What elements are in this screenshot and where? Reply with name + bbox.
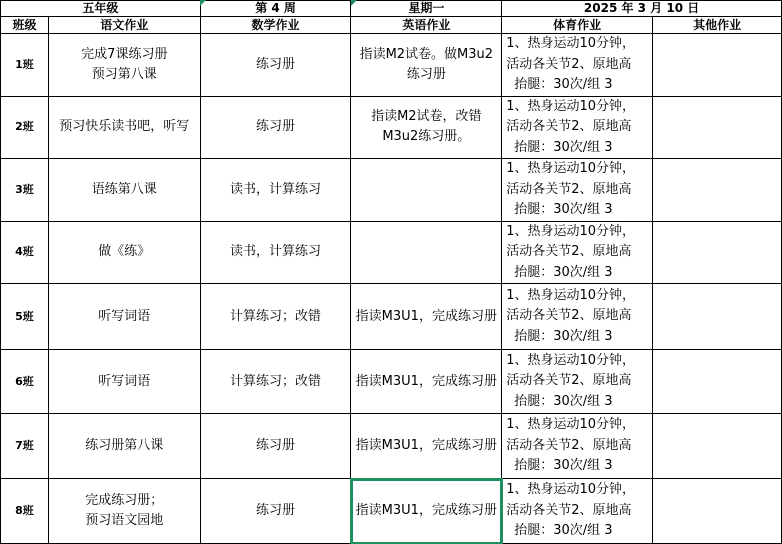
class-cell[interactable] bbox=[1, 284, 49, 350]
chinese-cell-text: 练习册第八课 bbox=[85, 438, 164, 453]
class-cell[interactable] bbox=[1, 350, 49, 414]
pe-line: 1、热身运动10分钟， bbox=[506, 98, 636, 114]
class-cell-text: 1班 bbox=[15, 57, 34, 71]
class-cell[interactable] bbox=[1, 414, 49, 479]
math-cell[interactable] bbox=[200, 350, 351, 414]
math-cell[interactable] bbox=[200, 284, 351, 350]
pe-line: 活动各关节2、原地高 bbox=[506, 56, 632, 72]
table-row bbox=[1, 34, 782, 97]
chinese-cell-text: 预习快乐读书吧，听写 bbox=[59, 119, 190, 135]
english-cell[interactable] bbox=[351, 34, 502, 97]
pe-line: 抬腿：30次/组 3 bbox=[514, 202, 613, 217]
class-cell-text: 7班 bbox=[15, 439, 34, 452]
table-row bbox=[1, 96, 782, 159]
date-cell[interactable]: 2025 年 3 月 10 日 bbox=[502, 1, 782, 17]
comment-marker-icon bbox=[200, 0, 206, 6]
pe-line: 抬腿：30次/组 3 bbox=[514, 458, 613, 474]
chinese-cell[interactable] bbox=[48, 350, 200, 414]
math-cell-text: 练习册 bbox=[256, 503, 296, 518]
pe-cell[interactable] bbox=[502, 159, 653, 222]
math-cell-text: 练习册 bbox=[256, 438, 296, 453]
math-cell[interactable] bbox=[200, 221, 351, 284]
chinese-cell[interactable] bbox=[48, 96, 200, 159]
english-cell[interactable] bbox=[351, 221, 502, 284]
week-cell[interactable]: 第 4 周 bbox=[200, 1, 351, 17]
math-cell[interactable] bbox=[200, 414, 351, 479]
other-cell[interactable] bbox=[653, 159, 782, 222]
pe-line: 抬腿：30次/组 3 bbox=[514, 328, 613, 344]
title-row bbox=[1, 1, 782, 17]
math-cell-text: 读书，计算练习 bbox=[230, 244, 322, 260]
other-cell[interactable] bbox=[653, 221, 782, 284]
class-cell[interactable] bbox=[1, 96, 49, 159]
english-cell-text: 指读M3U1，完成练习册 bbox=[355, 503, 497, 518]
other-cell[interactable] bbox=[653, 350, 782, 414]
table-row bbox=[1, 479, 782, 544]
english-cell-text: 指读M3U1，完成练习册 bbox=[355, 308, 497, 324]
other-cell[interactable] bbox=[653, 96, 782, 159]
pe-line: 抬腿：30次/组 3 bbox=[514, 393, 613, 409]
chinese-cell[interactable] bbox=[48, 221, 200, 284]
table-row bbox=[1, 414, 782, 479]
class-cell-text: 5班 bbox=[15, 309, 34, 323]
english-cell[interactable] bbox=[351, 159, 502, 222]
class-cell-text: 6班 bbox=[15, 374, 34, 388]
other-cell[interactable] bbox=[653, 479, 782, 544]
pe-line: 1、热身运动10分钟， bbox=[506, 352, 636, 368]
pe-cell[interactable] bbox=[502, 284, 653, 350]
col-other[interactable]: 其他作业 bbox=[653, 17, 782, 34]
pe-line: 活动各关节2、原地高 bbox=[506, 181, 632, 197]
pe-line: 1、热身运动10分钟， bbox=[506, 482, 636, 498]
col-class[interactable]: 班级 bbox=[1, 17, 49, 34]
chinese-cell-text: 听写词语 bbox=[98, 373, 151, 389]
chinese-cell-text: 完成7课练习册 预习第八课 bbox=[81, 46, 168, 82]
math-cell[interactable] bbox=[200, 96, 351, 159]
english-cell[interactable] bbox=[351, 479, 502, 544]
class-cell[interactable] bbox=[1, 34, 49, 97]
english-cell-text: 指读M2试卷。做M3u2练习册 bbox=[359, 46, 494, 82]
chinese-cell-text: 完成练习册； 预习语文园地 bbox=[85, 493, 164, 528]
class-cell[interactable] bbox=[1, 159, 49, 222]
pe-line: 活动各关节2、原地高 bbox=[506, 308, 632, 324]
english-cell[interactable] bbox=[351, 284, 502, 350]
math-cell-text: 读书，计算练习 bbox=[230, 181, 322, 197]
pe-line: 抬腿：30次/组 3 bbox=[514, 77, 613, 92]
pe-cell[interactable] bbox=[502, 414, 653, 479]
pe-line: 活动各关节2、原地高 bbox=[506, 373, 632, 389]
col-english[interactable]: 英语作业 bbox=[351, 17, 502, 34]
other-cell[interactable] bbox=[653, 34, 782, 97]
math-cell[interactable] bbox=[200, 34, 351, 97]
pe-line: 1、热身运动10分钟， bbox=[506, 36, 636, 51]
table-row bbox=[1, 221, 782, 284]
english-cell[interactable] bbox=[351, 414, 502, 479]
pe-line: 1、热身运动10分钟， bbox=[506, 417, 636, 433]
pe-line: 活动各关节2、原地高 bbox=[506, 437, 632, 453]
pe-cell[interactable] bbox=[502, 221, 653, 284]
pe-cell[interactable] bbox=[502, 350, 653, 414]
english-cell-text: 指读M3U1，完成练习册 bbox=[355, 438, 497, 453]
pe-line: 1、热身运动10分钟， bbox=[506, 161, 636, 176]
english-cell[interactable] bbox=[351, 96, 502, 159]
chinese-cell[interactable] bbox=[48, 414, 200, 479]
math-cell[interactable] bbox=[200, 479, 351, 544]
pe-line: 1、热身运动10分钟， bbox=[506, 223, 636, 239]
chinese-cell[interactable] bbox=[48, 284, 200, 350]
chinese-cell-text: 语练第八课 bbox=[91, 181, 157, 197]
chinese-cell-text: 做《练》 bbox=[98, 244, 151, 260]
table-row bbox=[1, 284, 782, 350]
col-chinese[interactable]: 语文作业 bbox=[48, 17, 200, 34]
math-cell[interactable] bbox=[200, 159, 351, 222]
pe-line: 抬腿：30次/组 3 bbox=[514, 264, 613, 280]
class-cell-text: 4班 bbox=[15, 245, 34, 259]
pe-line: 抬腿：30次/组 3 bbox=[514, 139, 613, 155]
pe-cell[interactable] bbox=[502, 34, 653, 97]
pe-line: 活动各关节2、原地高 bbox=[506, 244, 632, 259]
class-cell-text: 8班 bbox=[15, 504, 34, 517]
english-cell-text: 指读M2试卷，改错M3u2练习册。 bbox=[371, 109, 482, 145]
english-cell-text: 指读M3U1，完成练习册 bbox=[355, 373, 497, 389]
class-cell-text: 2班 bbox=[15, 120, 34, 134]
table-body bbox=[1, 34, 782, 544]
math-cell-text: 计算练习；改错 bbox=[230, 373, 322, 389]
pe-line: 活动各关节2、原地高 bbox=[506, 119, 632, 134]
pe-line: 活动各关节2、原地高 bbox=[506, 502, 632, 518]
english-cell[interactable] bbox=[351, 350, 502, 414]
pe-cell[interactable] bbox=[502, 479, 653, 544]
chinese-cell[interactable] bbox=[48, 34, 200, 97]
math-cell-text: 练习册 bbox=[256, 56, 296, 72]
class-cell[interactable] bbox=[1, 479, 49, 544]
chinese-cell[interactable] bbox=[48, 479, 200, 544]
weekday-cell[interactable]: 星期一 bbox=[351, 1, 502, 17]
col-pe[interactable]: 体育作业 bbox=[502, 17, 653, 34]
class-cell[interactable] bbox=[1, 221, 49, 284]
other-cell[interactable] bbox=[653, 414, 782, 479]
class-cell-text: 3班 bbox=[15, 182, 34, 196]
chinese-cell[interactable] bbox=[48, 159, 200, 222]
column-header-row bbox=[1, 17, 782, 34]
grade-cell[interactable]: 五年级 bbox=[1, 1, 201, 17]
table-row bbox=[1, 350, 782, 414]
table-row bbox=[1, 159, 782, 222]
math-cell-text: 计算练习；改错 bbox=[230, 308, 322, 324]
other-cell[interactable] bbox=[653, 284, 782, 350]
pe-line: 抬腿：30次/组 3 bbox=[514, 523, 613, 539]
col-math[interactable]: 数学作业 bbox=[200, 17, 351, 34]
math-cell-text: 练习册 bbox=[256, 119, 296, 135]
pe-line: 1、热身运动10分钟， bbox=[506, 287, 636, 303]
chinese-cell-text: 听写词语 bbox=[98, 308, 151, 324]
comment-marker-icon bbox=[351, 0, 357, 6]
pe-cell[interactable] bbox=[502, 96, 653, 159]
